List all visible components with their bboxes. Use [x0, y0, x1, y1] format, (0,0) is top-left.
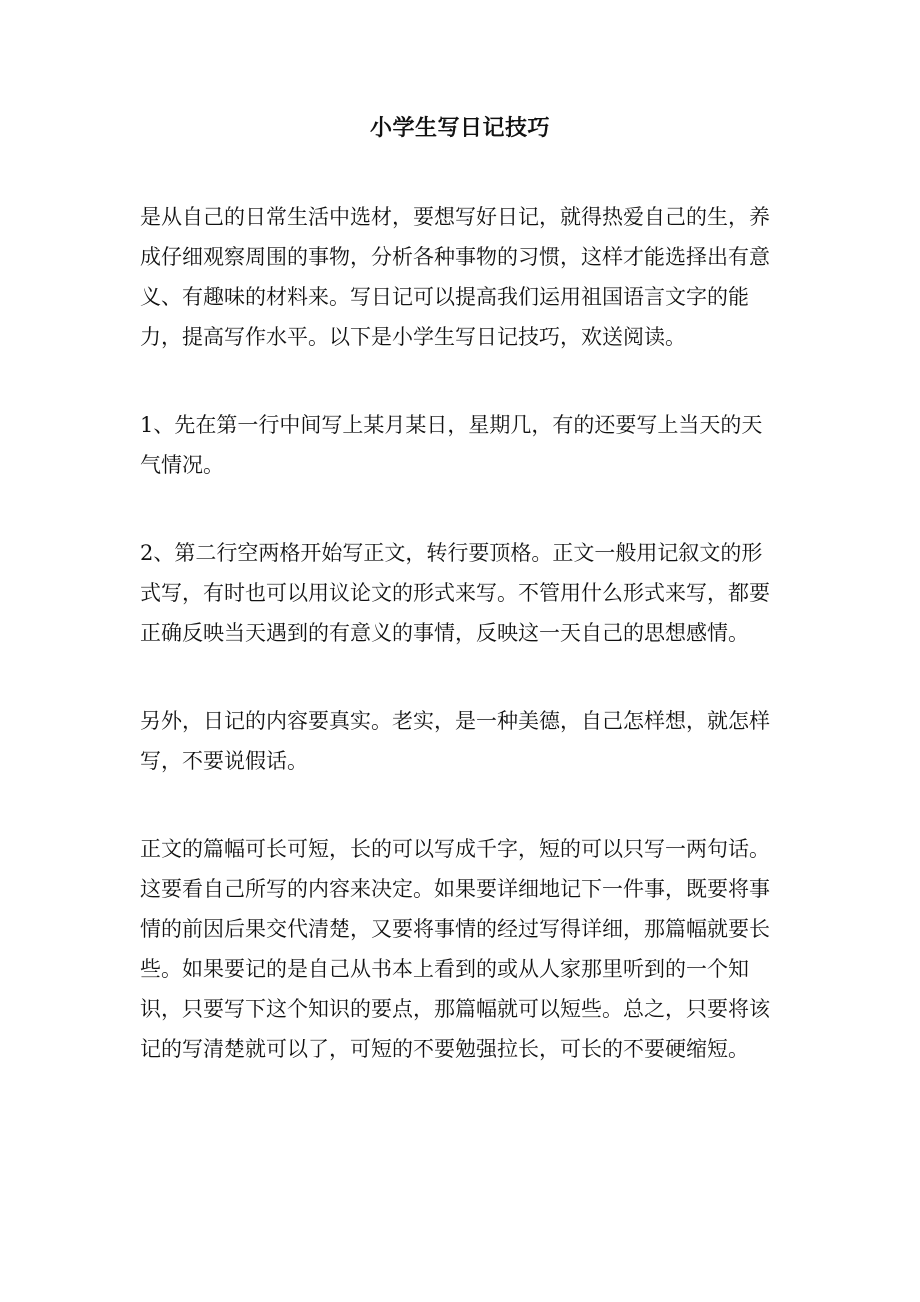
length-paragraph: 正文的篇幅可长可短，长的可以写成千字，短的可以只写一两句话。这要看自己所写的内容来决定。如果要详细地记下一件事，既要将事情的前因后果交代清楚，又要将事情的经过写得详细，那篇幅就要长些。如果要记的是自己从书本上看到的或从人家那里听到的一个知识，只要写下这个知识的要点，那篇幅就可以短些。总之，只要将该记的写清楚就可以了，可短的不要勉强拉长，可长的不要硬缩短。	[140, 837, 770, 1061]
tip-paragraph-2: 2、第二行空两格开始写正文，转行要顶格。正文一般用记叙文的形式写，有时也可以用议论文的形式来写。不管用什么形式来写，都要正确反映当天遇到的有意义的事情，反映这一天自己的思想感情。	[140, 541, 770, 645]
intro-paragraph: 是从自己的日常生活中选材，要想写好日记，就得热爱自己的生，养成仔细观察周围的事物，分析各种事物的习惯，这样才能选择出有意义、有趣味的材料来。写日记可以提高我们运用祖国语言文字的能力，提高写作水平。以下是小学生写日记技巧，欢送阅读。	[140, 205, 770, 349]
document-title: 小学生写日记技巧	[369, 115, 550, 141]
document-body	[140, 197, 780, 1117]
authenticity-paragraph: 另外，日记的内容要真实。老实，是一种美德，自己怎样想，就怎样写，不要说假话。	[140, 709, 770, 773]
tip-paragraph-1: 1、先在第一行中间写上某月某日，星期几，有的还要写上当天的天气情况。	[140, 413, 763, 477]
